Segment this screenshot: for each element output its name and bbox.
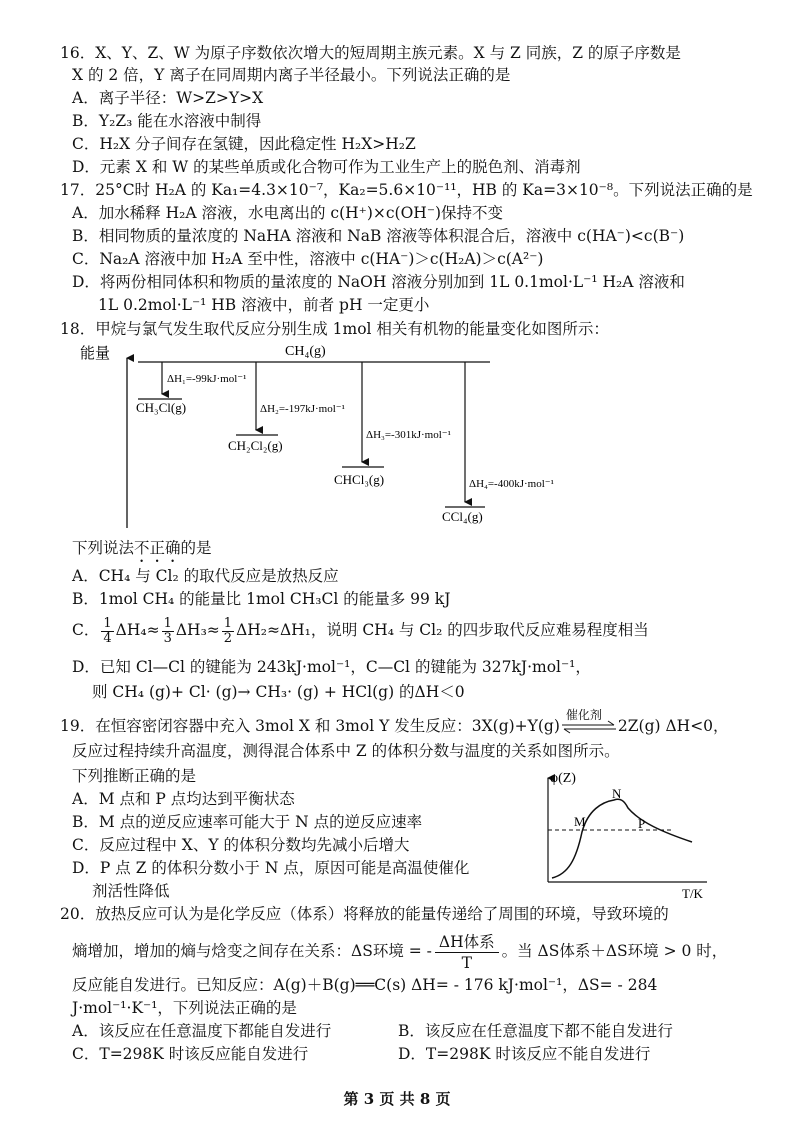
q19-stem-line1: 19．在恒容密闭容器中充入 3mol X 和 3mol Y 发生反应：3X(g)+Y(g) 催化剂 2Z(g) ΔH<0， (60, 708, 729, 735)
fraction-one-quarter: $\frac{1}{4}$ (103, 615, 112, 646)
q19-stem-line2: 反应过程持续升高温度，测得混合体系中 Z 的体积分数与温度的关系如图所示。 (72, 742, 620, 760)
emphasis-not-correct: 不正确 (134, 539, 181, 557)
z-fraction-temperature-graph (532, 770, 722, 900)
chcl3-label: CHCl₃(g) (334, 472, 385, 487)
entropy-fraction: ΔH体系 T (435, 932, 499, 973)
ch3cl-label: CH₃Cl(g) (136, 400, 187, 415)
q20-line1: 20．放热反应可认为是化学反应（体系）将释放的能量传递给了周围的环境，导致环境的 (60, 905, 669, 923)
q20-option-b: B．该反应在任意温度下都不能自发进行 (398, 1022, 673, 1040)
graph-x-label: T/K (682, 886, 703, 901)
q20-line2: 熵增加，增加的熵与焓变之间存在关系：ΔS环境 = - ΔH体系 T 。当 ΔS体系＋ΔS环境 > 0 时， (72, 932, 728, 972)
q18-option-d-line2: 则 CH₄ (g)+ Cl· (g)→ CH₃· (g) + HCl(g) 的ΔH＜0 (92, 683, 465, 701)
q18-option-c: C． $\frac{1}{4}$ ΔH₄≈ $\frac{1}{3}$ ΔH₃≈ $\frac{1}{2}$ ΔH₂≈ΔH₁，说明 CH₄ 与 Cl₂ 的四步取代反应难易程度相当 (72, 615, 649, 646)
q17-option-d-line2: 1L 0.2mol·L⁻¹ HB 溶液中，前者 pH 一定更小 (98, 296, 430, 314)
q18-option-d-line1: D．已知 Cl—Cl 的键能为 243kJ·mol⁻¹，C—Cl 的键能为 327kJ·mol⁻¹， (72, 658, 591, 676)
dh1-label: ΔH₁=-99kJ·mol⁻¹ (167, 373, 247, 385)
dh3-label: ΔH₃=-301kJ·mol⁻¹ (366, 429, 451, 441)
q18-option-b: B．1mol CH₄ 的能量比 1mol CH₃Cl 的能量多 99 kJ (72, 590, 451, 608)
q20-option-c: C．T=298K 时该反应能自发进行 (72, 1045, 309, 1063)
q20-line4: J·mol⁻¹·K⁻¹，下列说法正确的是 (72, 999, 297, 1017)
fraction-one-half: $\frac{1}{2}$ (223, 615, 233, 646)
energy-level-diagram (80, 338, 554, 538)
q19-ask: 下列推断正确的是 (72, 767, 197, 785)
q20-option-a: A．该反应在任意温度下都能自发进行 (72, 1022, 332, 1040)
q17-option-d-line1: D．将两份相同体积和物质的量浓度的 NaOH 溶液分别加到 1L 0.1mol·L⁻¹ H₂A 溶液和 (72, 273, 685, 291)
ch2cl2-label: CH₂Cl₂(g) (228, 438, 283, 453)
q17-option-c: C．Na₂A 溶液中加 H₂A 至中性，溶液中 c(HA⁻)＞c(H₂A)＞c(A²⁻) (72, 250, 544, 268)
q16-stem-line1: 16．X、Y、Z、W 为原子序数依次增大的短周期主族元素。X 与 Z 同族，Z 的原子序数是 (60, 44, 681, 62)
q19-option-d-line2: 剂活性降低 (92, 882, 170, 900)
q16-stem-line2: X 的 2 倍，Y 离子在同周期内离子半径最小。下列说法正确的是 (72, 66, 511, 84)
point-p-label: P (638, 816, 646, 831)
point-n-label: N (612, 786, 622, 801)
q16-option-a: A．离子半径：W>Z>Y>X (72, 89, 264, 107)
page-footer: 第 3 页 共 8 页 (343, 1090, 451, 1108)
q17-option-a: A．加水稀释 H₂A 溶液，水电离出的 c(H⁺)×c(OH⁻)保持不变 (72, 204, 504, 222)
q16-option-b: B．Y₂Z₃ 能在水溶液中制得 (72, 112, 262, 130)
q17-option-b: B．相同物质的量浓度的 NaHA 溶液和 NaB 溶液等体积混合后，溶液中 c(HA⁻)<c(B⁻) (72, 227, 685, 245)
energy-axis-label: 能量 (80, 346, 111, 362)
point-m-label: M (574, 814, 586, 829)
q18-stem: 18．甲烷与氯气发生取代反应分别生成 1mol 相关有机物的能量变化如图所示： (60, 320, 609, 338)
phi-z-curve (552, 799, 692, 878)
q20-line3: 反应能自发进行。已知反应：A(g)＋B(g)══C(s) ΔH= - 176 kJ·mol⁻¹，ΔS= - 284 (72, 976, 658, 994)
ccl4-label: CCl₄(g) (442, 509, 483, 524)
fraction-one-third: $\frac{1}{3}$ (163, 615, 172, 646)
q16-option-c: C．H₂X 分子间存在氢键，因此稳定性 H₂X>H₂Z (72, 135, 416, 153)
q19-option-d-line1: D．P 点 Z 的体积分数小于 N 点，原因可能是高温使催化 (72, 859, 470, 877)
q18-ask: 下列说法不正确的是 (72, 539, 212, 557)
q19-option-c: C．反应过程中 X、Y 的体积分数均先减小后增大 (72, 836, 410, 854)
q17-stem: 17．25°C时 H₂A 的 Ka₁=4.3×10⁻⁷，Ka₂=5.6×10⁻¹¹，HB 的 Ka=3×10⁻⁸。下列说法正确的是 (60, 181, 753, 199)
q18-option-a: A．CH₄ 与 Cl₂ 的取代反应是放热反应 (72, 567, 339, 585)
q19-option-b: B．M 点的逆反应速率可能大于 N 点的逆反应速率 (72, 813, 423, 831)
q20-option-d: D．T=298K 时该反应不能自发进行 (398, 1045, 651, 1063)
reversible-arrow-with-catalyst: 催化剂 (560, 717, 618, 737)
ch4-label: CH₄(g) (285, 344, 326, 359)
dh2-label: ΔH₂=-197kJ·mol⁻¹ (260, 403, 345, 415)
q19-option-a: A．M 点和 P 点均达到平衡状态 (72, 790, 295, 808)
graph-y-label: φ(Z) (550, 771, 576, 786)
q16-option-d: D．元素 X 和 W 的某些单质或化合物可作为工业生产上的脱色剂、消毒剂 (72, 158, 581, 176)
dh4-label: ΔH₄=-400kJ·mol⁻¹ (469, 478, 554, 490)
